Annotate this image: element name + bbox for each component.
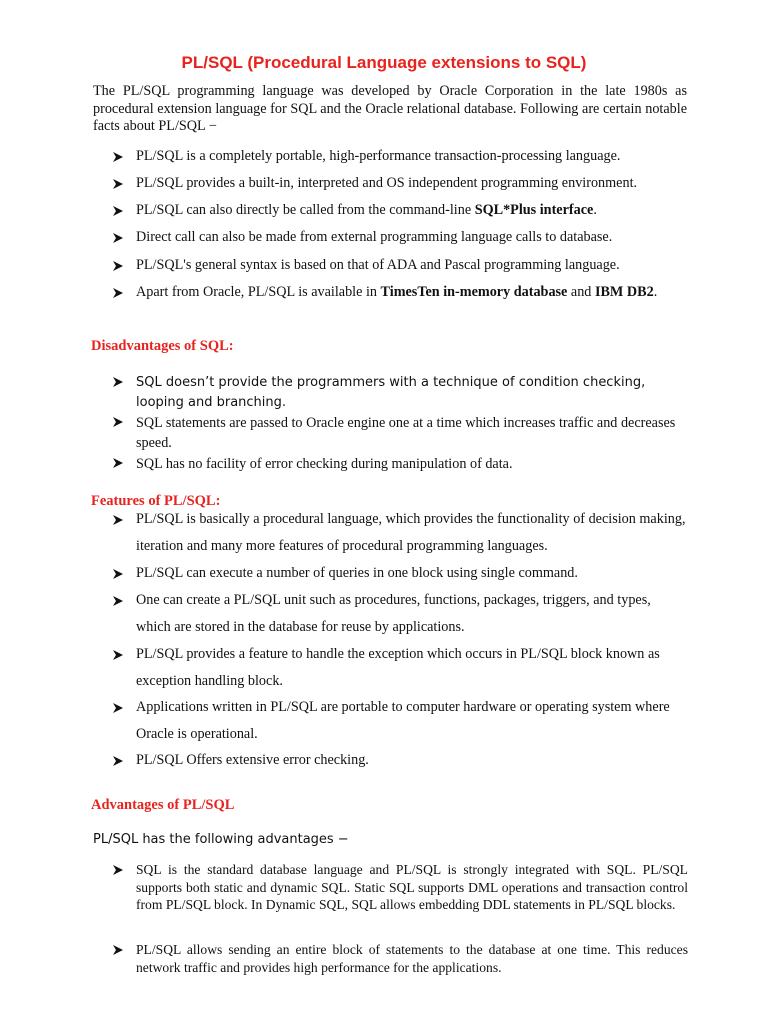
list-item (112, 694, 688, 748)
advantage-text: PL/SQL allows sending an entire block of statements to the database at one time. This reduces network traffic and provides high performance for the applications. (136, 942, 688, 975)
fact-bold: TimesTen in-memory database (380, 284, 568, 300)
arrow-bullet-icon (112, 260, 124, 272)
arrow-bullet-icon (112, 416, 124, 428)
feature-text: Applications written in PL/SQL are portable to computer hardware or operating system where Oracle is operational. (136, 699, 670, 742)
list-item (112, 454, 688, 474)
list-item (112, 413, 688, 453)
feature-text: PL/SQL Offers extensive error checking. (136, 752, 369, 768)
section-heading: Advantages of PL/SQL (91, 797, 235, 813)
advantage-text: SQL is the standard database language and PL/SQL is strongly integrated with SQL. PL/SQL supports both static and dynamic SQL. Static SQL supports DML operations and transaction control from PL/SQL block. In Dynamic SQL, SQL allows embedding DDL statements in PL/SQL blocks. (136, 862, 688, 912)
list-item: PL/SQL can also directly be called from the command-line SQL*Plus interface. (112, 202, 688, 220)
section-heading: Disadvantages of SQL: (91, 338, 234, 354)
feature-text: PL/SQL is basically a procedural language, which provides the functionality of decision making, iteration and many more features of procedural programming languages. (136, 511, 686, 554)
list-item: Apart from Oracle, PL/SQL is available in TimesTen in-memory database and IBM DB2. (112, 284, 688, 302)
disadvantage-text: SQL statements are passed to Oracle engine one at a time which increases traffic and decreases speed. (136, 415, 676, 451)
disadvantage-text: SQL doesn’t provide the programmers with a technique of condition checking, looping and branching. (136, 375, 646, 410)
fact-bold: IBM DB2 (594, 284, 654, 300)
disadvantage-text: SQL has no facility of error checking during manipulation of data. (136, 456, 513, 472)
arrow-bullet-icon (112, 205, 124, 217)
feature-text: PL/SQL provides a feature to handle the exception which occurs in PL/SQL block known as exception handling block. (136, 646, 660, 689)
arrow-bullet-icon (112, 755, 124, 767)
intro-paragraph: The PL/SQL programming language was developed by Oracle Corporation in the late 1980s as procedural extension language for SQL and the Oracle relational database. Following are certain notable facts about PL/SQL − (93, 83, 687, 134)
fact-text: PL/SQL provides a built-in, interpreted and OS independent programming environment. (136, 175, 638, 191)
list-item (112, 506, 688, 560)
arrow-bullet-icon (112, 151, 124, 163)
list-item (112, 560, 688, 587)
arrow-bullet-icon (112, 864, 124, 876)
advantages-lead: PL/SQL has the following advantages − (93, 832, 349, 847)
list-item (112, 229, 688, 247)
list-item (112, 747, 688, 774)
list-item (112, 175, 688, 193)
arrow-bullet-icon (112, 287, 124, 299)
page-title: PL/SQL (Procedural Language extensions to SQL) (181, 53, 587, 72)
feature-text: One can create a PL/SQL unit such as procedures, functions, packages, triggers, and types, which are stored in the database for reuse by applications. (136, 592, 651, 635)
arrow-bullet-icon (112, 457, 124, 469)
arrow-bullet-icon (112, 376, 124, 388)
list-item (112, 941, 688, 976)
list-item (112, 587, 688, 641)
fact-text: PL/SQL's general syntax is based on that of ADA and Pascal programming language. (136, 257, 620, 273)
arrow-bullet-icon (112, 649, 124, 661)
fact-text: Apart from Oracle, PL/SQL is available in (136, 284, 381, 300)
fact-text: PL/SQL can also directly be called from the command-line (136, 202, 475, 218)
list-item (112, 861, 688, 914)
arrow-bullet-icon (112, 944, 124, 956)
list-item (112, 373, 688, 413)
fact-bold: SQL*Plus interface (474, 202, 594, 218)
arrow-bullet-icon (112, 595, 124, 607)
list-item (112, 257, 688, 275)
list-item (112, 641, 688, 695)
arrow-bullet-icon (112, 702, 124, 714)
section-heading: Features of PL/SQL: (91, 493, 221, 509)
fact-text: Direct call can also be made from external programming language calls to database. (136, 229, 613, 245)
arrow-bullet-icon (112, 178, 124, 190)
arrow-bullet-icon (112, 514, 124, 526)
fact-text: PL/SQL is a completely portable, high-performance transaction-processing language. (136, 148, 621, 164)
list-item (112, 148, 688, 166)
arrow-bullet-icon (112, 232, 124, 244)
feature-text: PL/SQL can execute a number of queries in one block using single command. (136, 565, 578, 581)
arrow-bullet-icon (112, 568, 124, 580)
